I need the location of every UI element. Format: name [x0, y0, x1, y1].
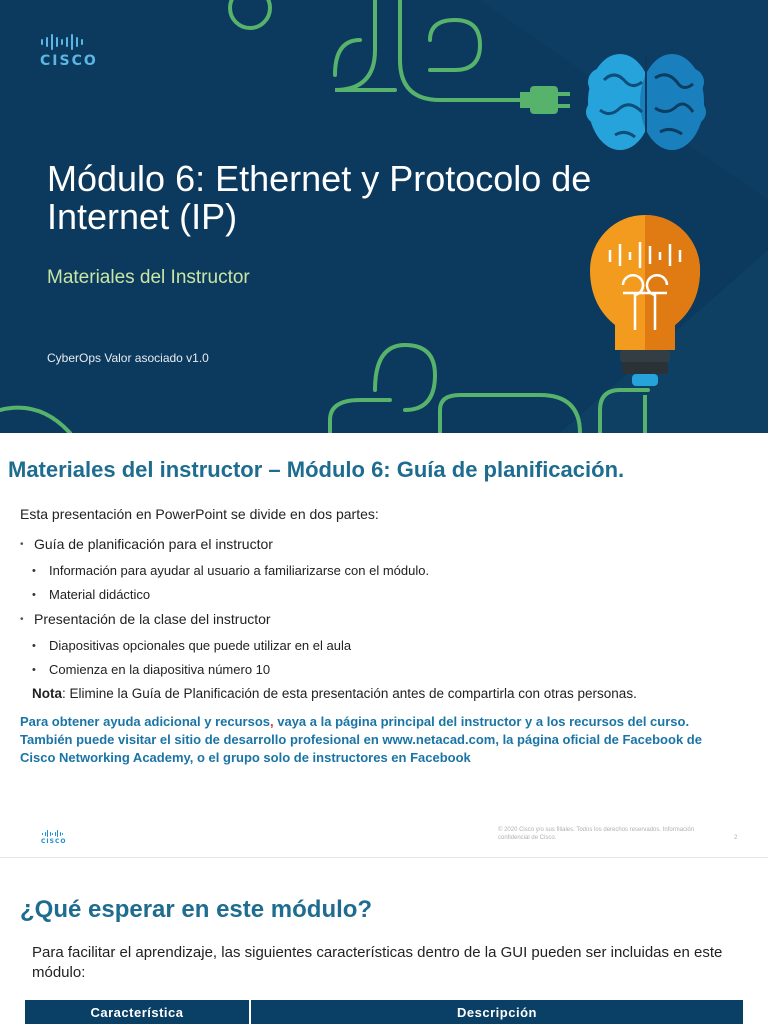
planning-guide-title: Materiales del instructor – Módulo 6: Guía de planificación. [8, 457, 625, 482]
planning-guide-slide [0, 433, 768, 858]
plug-graphic [520, 86, 570, 114]
course-name: CyberOps Valor asociado v1.0 [47, 351, 209, 365]
footer-cisco-logo [41, 830, 81, 845]
features-table-header [25, 1000, 743, 1024]
cisco-logo-bars [41, 33, 110, 51]
module-expectations-slide [0, 858, 768, 1024]
cisco-logo-text: CISCO [40, 53, 98, 69]
footer-cisco-logo-text: CISCO [41, 838, 67, 845]
expectations-title: ¿Qué esperar en este módulo? [20, 896, 373, 923]
planning-guide-body [20, 506, 760, 767]
help-text-end: vaya a la página principal del instructor y a los recursos del curso. También puede visitar el sitio de desarrollo profesional en www.netacad.com, la página oficial de Facebook de Cisco Networking Academy, o el grupo solo de instructores en Facebook [20, 714, 702, 765]
help-paragraph [20, 713, 720, 767]
page-number: 2 [734, 835, 738, 841]
title-slide [0, 0, 768, 433]
cisco-logo [40, 33, 110, 69]
copyright-notice: © 2020 Cisco y/o sus filiales. Todos los derechos reservados. Información confidencial de Cisco. [498, 827, 695, 841]
note-label: Nota [32, 686, 62, 701]
sub-bullet-item: • Material didáctico [20, 587, 760, 602]
help-comma: , [270, 714, 274, 729]
column-header-feature: Característica [25, 1000, 251, 1024]
help-text-start: Para obtener ayuda adicional y recursos [20, 714, 270, 729]
bullet-item: • Presentación de la clase del instructor [20, 611, 760, 627]
expectations-intro: Para facilitar el aprendizaje, las siguientes características dentro de la GUI pueden ser incluidas en este módulo: [32, 944, 723, 981]
sub-bullet-item: • Diapositivas opcionales que puede utilizar en el aula [20, 638, 760, 653]
note-text: : Elimine la Guía de Planificación de esta presentación antes de compartirla con otras personas. [62, 686, 637, 701]
sub-bullet-item: • Comienza en la diapositiva número 10 [20, 662, 760, 677]
bullet-item: • Guía de planificación para el instructor [20, 536, 760, 552]
module-title: Módulo 6: Ethernet y Protocolo de Internet (IP) [47, 158, 592, 237]
module-subtitle: Materiales del Instructor [47, 267, 250, 288]
footer-cisco-logo-bars [42, 830, 81, 837]
note-paragraph [20, 686, 760, 701]
sub-bullet-item: • Información para ayudar al usuario a familiarizarse con el módulo. [20, 563, 760, 578]
planning-guide-intro: Esta presentación en PowerPoint se divide en dos partes: [20, 506, 379, 522]
column-header-description: Descripción [457, 1004, 537, 1020]
brain-icon [586, 54, 706, 150]
